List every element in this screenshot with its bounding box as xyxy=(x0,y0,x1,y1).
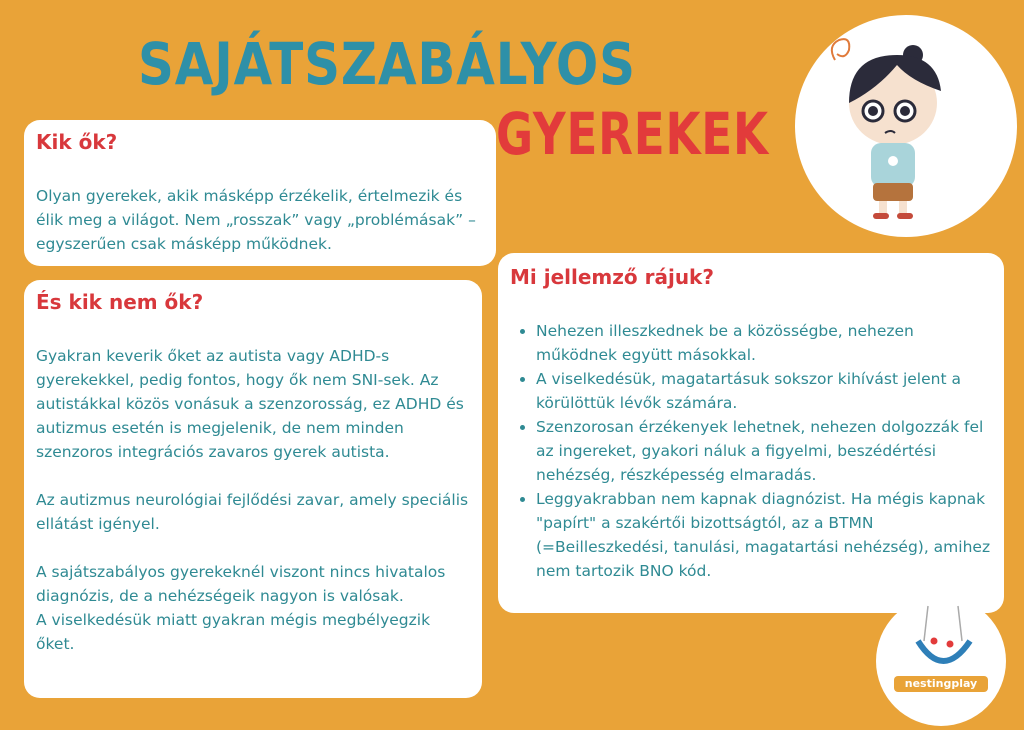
who-card xyxy=(24,120,496,266)
traits-list xyxy=(510,319,992,583)
list-item: • Leggyakrabban nem kapnak diagnózist. Ha mégis kapnak "papírt" a szakértői bizottságtól, az a BTMN (=Beilleszkedési, tanulási, magatartási nehézség), amihez nem tartozik BNO kód. xyxy=(536,487,992,583)
who-not-paragraph: Gyakran keverik őket az autista vagy ADHD-s gyerekekkel, pedig fontos, hogy ők nem SNI-sek. Az autistákkal közös vonásuk a szenzorosság, ez ADHD és autizmus esetén is megjelenik, de nem minden szenzoros integrációs zavaros gyerek autista. xyxy=(36,347,464,461)
list-item: • A viselkedésük, magatartásuk sokszor kihívást jelent a körülöttük lévők számára. xyxy=(536,367,992,415)
logo-text: nestingplay xyxy=(894,676,988,692)
list-item: • Szenzorosan érzékenyek lehetnek, nehezen dolgozzák fel az ingereket, gyakori náluk a figyelmi, beszédértési nehézség, részképesség elmaradás. xyxy=(536,415,992,487)
girl-illustration xyxy=(795,15,1017,237)
nestingplay-logo xyxy=(876,596,1006,726)
title-line-2: GYEREKEK xyxy=(496,100,769,168)
confused-girl-icon xyxy=(795,15,1017,237)
swing-logo-icon xyxy=(876,596,1006,726)
title-line-1: SAJÁTSZABÁLYOS xyxy=(138,30,636,98)
who-not-paragraph: A viselkedésük miatt gyakran mégis megbélyegzik őket. xyxy=(36,611,431,653)
list-item: • Nehezen illeszkednek be a közösségbe, nehezen működnek együtt másokkal. xyxy=(536,319,992,367)
who-not-paragraph: Az autizmus neurológiai fejlődési zavar, amely speciális ellátást igényel. xyxy=(36,491,469,533)
who-text: Olyan gyerekek, akik másképp érzékelik, értelmezik és élik meg a világot. Nem „rosszak” vagy „problémásak” – egyszerűen csak másképp működnek. xyxy=(36,187,476,253)
traits-heading: Mi jellemző rájuk? xyxy=(510,265,714,289)
who-not-paragraph: A sajátszabályos gyerekeknél viszont nincs hivatalos diagnózis, de a nehézségeik nagyon is valósak. xyxy=(36,563,446,605)
who-not-heading: És kik nem ők? xyxy=(36,290,204,314)
who-not-card xyxy=(24,280,482,698)
traits-card xyxy=(498,253,1004,613)
who-heading: Kik ők? xyxy=(36,130,118,154)
